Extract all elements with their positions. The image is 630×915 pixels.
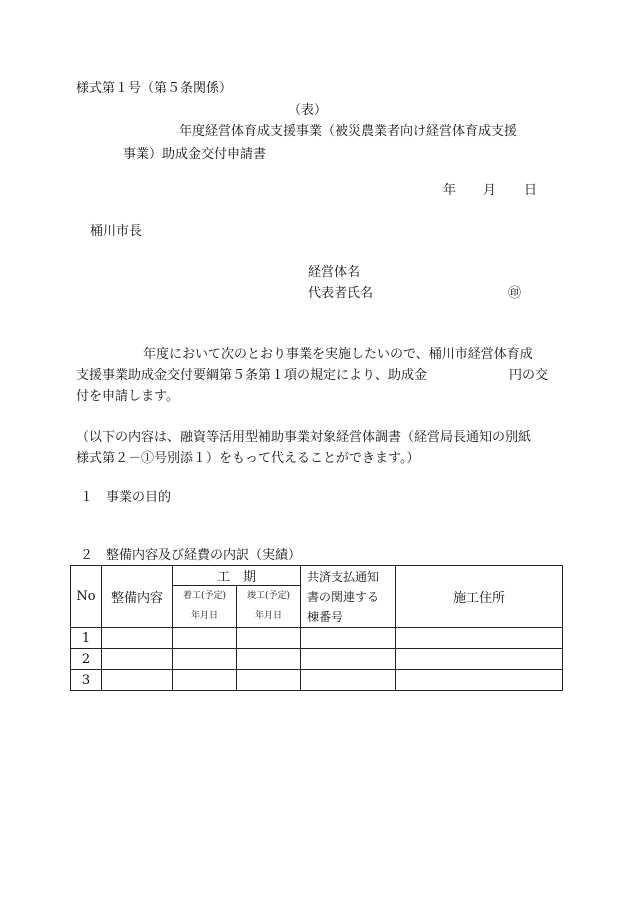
table-row [71,628,563,649]
form-label: 様式第１号（第５条関係） [76,81,233,96]
section-1-heading: １ 事業の目的 [80,490,172,505]
table-row [71,649,563,670]
side-label: （表） [288,103,328,118]
addressee: 桶川市長 [90,224,143,239]
body-line-2b: 円の交 [509,368,549,383]
col-end-unit: 年月日 [237,607,301,628]
col-end-header: 竣工(予定) [237,586,301,607]
col-start-header: 着工(予定) [173,586,237,607]
representative-label: 代表者氏名 [308,286,374,301]
date-month: 月 [483,183,497,198]
table-row [71,670,563,691]
body-line-3: 付を申請します。 [76,389,179,404]
notice-header-line-3: 棟番号 [307,609,344,624]
section-2-heading: ２ 整備内容及び経費の内訳（実績） [80,548,302,563]
title-line-2: 事業）助成金交付申請書 [123,147,267,162]
entity-name-label: 経営体名 [308,265,361,280]
date-year: 年 [443,183,457,198]
col-start-unit: 年月日 [173,607,237,628]
expense-table [70,565,562,691]
title-line-1: 年度経営体育成支援事業（被災農業者向け経営体育成支援 [179,124,518,139]
note-line-1: （以下の内容は、融資等活用型補助事業対象経営体調書（経営局長通知の別紙 [76,430,532,445]
row-number: 2 [71,649,102,670]
body-line-2a: 支援事業助成金交付要綱第５条第１項の規定により、助成金 [76,368,428,383]
body-line-1: 年度において次のとおり事業を実施したいので、桶川市経営体育成 [143,347,533,362]
notice-header-line-1: 共済支払通知 [307,569,380,584]
note-line-2: 様式第２－①号別添１）をもって代えることができます。） [76,451,420,466]
date-day: 日 [524,183,538,198]
col-notice-header [301,566,396,628]
row-number: 3 [71,670,102,691]
col-no-header: No [71,566,102,628]
notice-header-line-2: 書の関連する [307,589,380,604]
col-content-header: 整備内容 [102,566,173,628]
seal-mark: ㊞ [508,286,522,301]
col-period-header: 工 期 [173,566,301,586]
col-address-header: 施工住所 [396,566,563,628]
row-number: 1 [71,628,102,649]
